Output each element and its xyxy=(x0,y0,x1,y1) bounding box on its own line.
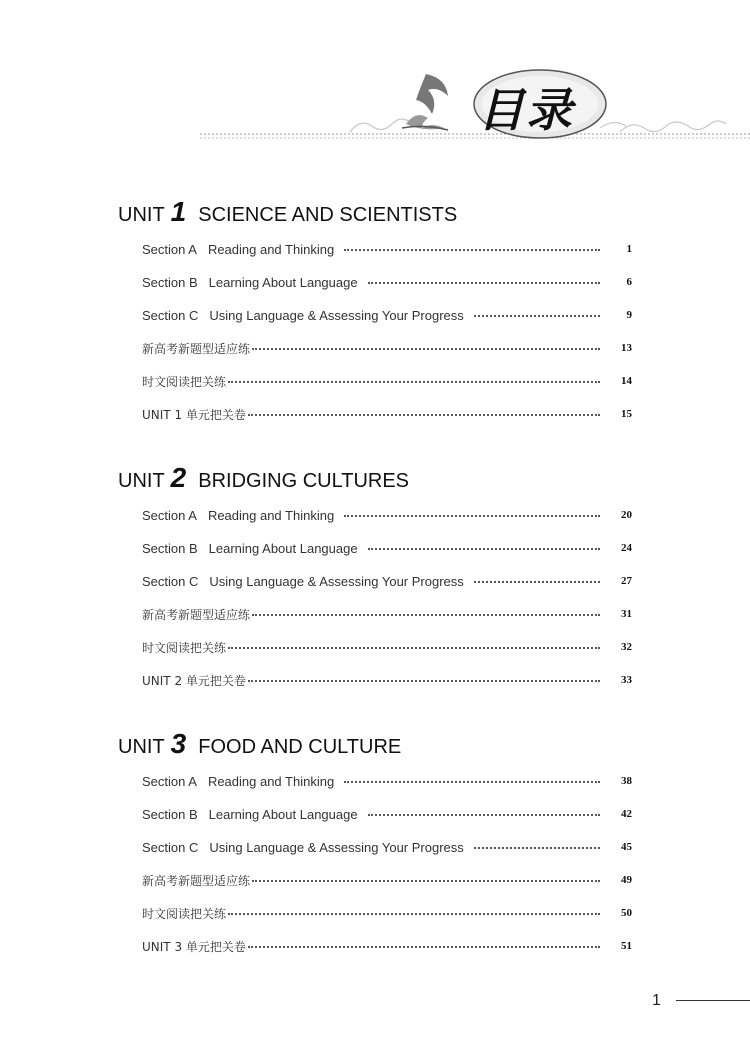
section-label: Section C xyxy=(142,307,199,323)
page-number: 45 xyxy=(621,841,632,853)
entry-title: UNIT 2 单元把关卷 xyxy=(142,673,246,688)
toc-entry[interactable] xyxy=(142,305,632,325)
section-label: Section A xyxy=(142,241,197,257)
unit-title: FOOD AND CULTURE xyxy=(198,736,402,758)
toc-entry[interactable] xyxy=(142,338,632,358)
page-number: 32 xyxy=(621,641,632,653)
toc-entry[interactable] xyxy=(142,670,632,690)
dot-leader xyxy=(228,913,600,915)
entry-title: Reading and Thinking xyxy=(207,507,335,523)
unit-label: UNIT xyxy=(118,736,165,758)
section-label: Section C xyxy=(142,839,199,855)
page-number: 50 xyxy=(621,907,632,919)
unit-title: BRIDGING CULTURES xyxy=(198,470,410,492)
entry-title: 新高考新题型适应练 xyxy=(142,607,251,622)
entry-title: Reading and Thinking xyxy=(207,773,335,789)
dot-leader xyxy=(474,581,600,583)
dot-leader xyxy=(344,781,600,783)
dot-leader xyxy=(228,381,600,383)
footer-page-number: 1 xyxy=(652,992,661,1009)
page-header xyxy=(0,0,750,160)
dot-leader xyxy=(368,548,600,550)
entry-title: 时文阅读把关练 xyxy=(142,640,227,655)
entry-title: Using Language & Assessing Your Progress xyxy=(209,839,464,855)
entry-title: Learning About Language xyxy=(208,540,358,556)
entry-title: Learning About Language xyxy=(208,806,358,822)
entry-title: Learning About Language xyxy=(208,274,358,290)
unit-title: SCIENCE AND SCIENTISTS xyxy=(198,204,458,226)
toc-entry[interactable] xyxy=(142,604,632,624)
unit-heading xyxy=(118,728,401,760)
footer-rule xyxy=(676,1000,750,1001)
dot-leader xyxy=(368,814,600,816)
toc-entry[interactable] xyxy=(142,272,632,292)
page-number: 1 xyxy=(626,243,632,255)
entry-title: Using Language & Assessing Your Progress xyxy=(209,573,464,589)
toc-entry[interactable] xyxy=(142,903,632,923)
entry-title: 新高考新题型适应练 xyxy=(142,873,251,888)
entry-title: 新高考新题型适应练 xyxy=(142,341,251,356)
page-number: 51 xyxy=(621,940,632,952)
dot-leader xyxy=(248,946,600,948)
dot-leader xyxy=(344,515,600,517)
page-title: 目录 xyxy=(478,83,574,137)
page-number: 27 xyxy=(621,575,632,587)
toc-entry[interactable] xyxy=(142,870,632,890)
toc-entry[interactable] xyxy=(142,239,632,259)
header-decoration xyxy=(0,0,750,160)
page-number: 15 xyxy=(621,408,632,420)
section-label: Section B xyxy=(142,540,198,556)
dot-leader xyxy=(248,414,600,416)
entry-title: 时文阅读把关练 xyxy=(142,374,227,389)
unit-label: UNIT xyxy=(118,204,165,226)
unit-heading xyxy=(118,196,457,228)
dot-leader xyxy=(474,315,600,317)
section-label: Section A xyxy=(142,507,197,523)
toc-entry[interactable] xyxy=(142,505,632,525)
page-number: 24 xyxy=(621,542,632,554)
toc-entry[interactable] xyxy=(142,804,632,824)
toc-entry[interactable] xyxy=(142,404,632,424)
dot-leader xyxy=(252,614,600,616)
page-number: 6 xyxy=(626,276,632,288)
unit-label: UNIT xyxy=(118,470,165,492)
page-number: 13 xyxy=(621,342,632,354)
toc-entry[interactable] xyxy=(142,837,632,857)
dot-leader xyxy=(368,282,600,284)
page-number: 20 xyxy=(621,509,632,521)
dot-leader xyxy=(252,348,600,350)
toc-entry[interactable] xyxy=(142,538,632,558)
toc-entry[interactable] xyxy=(142,936,632,956)
entry-title: Using Language & Assessing Your Progress xyxy=(209,307,464,323)
toc-entry[interactable] xyxy=(142,371,632,391)
unit-number: 1 xyxy=(170,196,187,227)
dot-leader xyxy=(228,647,600,649)
page-number: 33 xyxy=(621,674,632,686)
toc-entry[interactable] xyxy=(142,771,632,791)
section-label: Section B xyxy=(142,806,198,822)
dot-leader xyxy=(474,847,600,849)
entry-title: UNIT 1 单元把关卷 xyxy=(142,407,246,422)
section-label: Section C xyxy=(142,573,199,589)
unit-number: 3 xyxy=(170,728,187,759)
dot-leader xyxy=(344,249,600,251)
page-number: 49 xyxy=(621,874,632,886)
entry-title: Reading and Thinking xyxy=(207,241,335,257)
page-number: 42 xyxy=(621,808,632,820)
entry-title: 时文阅读把关练 xyxy=(142,906,227,921)
dot-leader xyxy=(252,880,600,882)
page-number: 9 xyxy=(626,309,632,321)
section-label: Section B xyxy=(142,274,198,290)
section-label: Section A xyxy=(142,773,197,789)
page-number: 14 xyxy=(621,375,632,387)
dot-leader xyxy=(248,680,600,682)
page-number: 31 xyxy=(621,608,632,620)
unit-heading xyxy=(118,462,409,494)
unit-number: 2 xyxy=(170,462,187,493)
toc-entry[interactable] xyxy=(142,571,632,591)
fish-wave-emblem-icon xyxy=(398,68,458,138)
entry-title: UNIT 3 单元把关卷 xyxy=(142,939,246,954)
toc-entry[interactable] xyxy=(142,637,632,657)
page-number: 38 xyxy=(621,775,632,787)
